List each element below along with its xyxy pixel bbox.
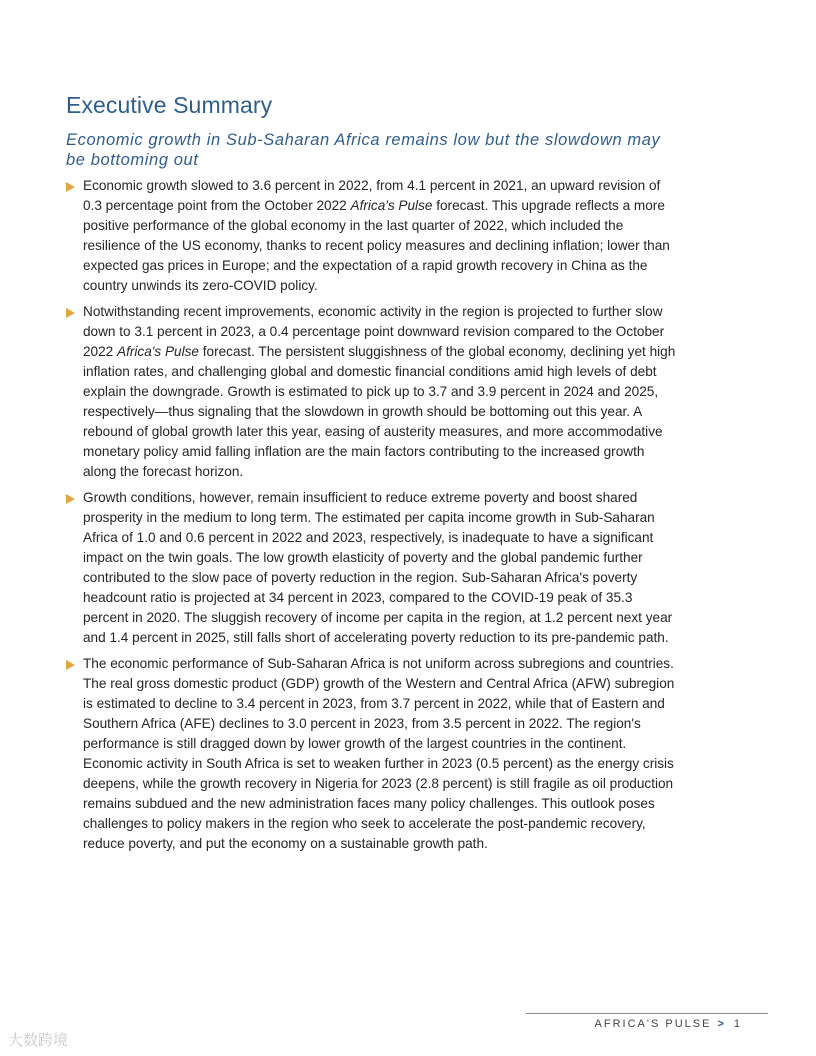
watermark: 大数跨境 bbox=[8, 1032, 69, 1049]
arrow-bullet-icon bbox=[66, 660, 75, 670]
bullet-item-subregions bbox=[66, 654, 678, 854]
bullet-item-outlook-2023 bbox=[66, 302, 678, 482]
bullet-item-poverty bbox=[66, 488, 678, 648]
chevron-right-icon: > bbox=[717, 1018, 726, 1030]
summary-bullet-list bbox=[66, 176, 678, 860]
arrow-bullet-icon bbox=[66, 494, 75, 504]
arrow-bullet-icon bbox=[66, 308, 75, 318]
arrow-bullet-icon bbox=[66, 182, 75, 192]
publication-name-italic: Africa's Pulse bbox=[350, 198, 433, 213]
page-title: Executive Summary bbox=[66, 92, 273, 118]
page-footer bbox=[595, 1018, 740, 1030]
bullet-item-growth-2022 bbox=[66, 176, 678, 296]
bullet-text-part: forecast. This upgrade reflects a more positive performance of the global economy in the last quarter of 2022, which included the resilience of the US economy, thanks to recent policy measures and declining inflation; lower than expected gas prices in Europe; and the expectation of a rapid growth recovery in China as the country unwinds its zero-COVID policy. bbox=[83, 198, 670, 293]
bullet-text-part: Economic growth slowed to 3.6 percent in 2022, from 4.1 percent in 2021, an upward revision of 0.3 percentage point from the October 2022 bbox=[83, 178, 661, 213]
section-subtitle: Economic growth in Sub-Saharan Africa remains low but the slowdown may be bottoming out bbox=[66, 131, 661, 169]
publication-name: AFRICA'S PULSE bbox=[594, 1018, 712, 1030]
footer-divider bbox=[526, 1013, 768, 1014]
bullet-text: Growth conditions, however, remain insufficient to reduce extreme poverty and boost shared prosperity in the medium to long term. The estimated per capita income growth in Sub-Saharan Africa of 1.0 and 0.6 percent in 2022 and 2023, respectively, is inadequate to have a significant impact on the twin goals. The low growth elasticity of poverty and the global pandemic further contributed to the slow pace of poverty reduction in the region. Sub-Saharan Africa's poverty headcount ratio is projected at 34 percent in 2023, compared to the COVID-19 peak of 35.3 percent in 2020. The sluggish recovery of income per capita in the region, at 1.2 percent next year and 1.4 percent in 2025, still falls short of accelerating poverty reduction to its pre-pandemic path. bbox=[83, 490, 673, 645]
page-number: 1 bbox=[733, 1018, 740, 1030]
publication-name-italic: Africa's Pulse bbox=[117, 344, 199, 359]
bullet-text-part: forecast. The persistent sluggishness of the global economy, declining yet high inflation rates, and challenging global and domestic financial conditions amid high levels of debt explain the downgrade. Growth is estimated to pick up to 3.7 and 3.9 percent in 2024 and 2025, respectively—thus signaling that the slowdown in growth should be bottoming out this year. A rebound of global growth later this year, easing of austerity measures, and more accommodative monetary policy amid falling inflation are the main factors contributing to the increased growth along the forecast horizon. bbox=[83, 344, 676, 479]
bullet-text: The economic performance of Sub-Saharan Africa is not uniform across subregions and countries. The real gross domestic product (GDP) growth of the Western and Central Africa (AFW) subregion is estimated to decline to 3.4 percent in 2023, from 3.7 percent in 2022, while that of Eastern and Southern Africa (AFE) declines to 3.0 percent in 2023, from 3.5 percent in 2022. The region's performance is still dragged down by lower growth of the largest countries in the continent. Economic activity in South Africa is set to weaken further in 2023 (0.5 percent) as the energy crisis deepens, while the growth recovery in Nigeria for 2023 (2.8 percent) is still fragile as oil production remains subdued and the new administration faces many policy challenges. This outlook poses challenges to policy makers in the region who seek to accelerate the post-pandemic recovery, reduce poverty, and put the economy on a sustainable growth path. bbox=[83, 656, 675, 851]
bullet-text-part: Notwithstanding recent improvements, economic activity in the region is projected to further slow down to 3.1 percent in 2023, a 0.4 percentage point downward revision compared to the October 2022 bbox=[83, 304, 665, 359]
